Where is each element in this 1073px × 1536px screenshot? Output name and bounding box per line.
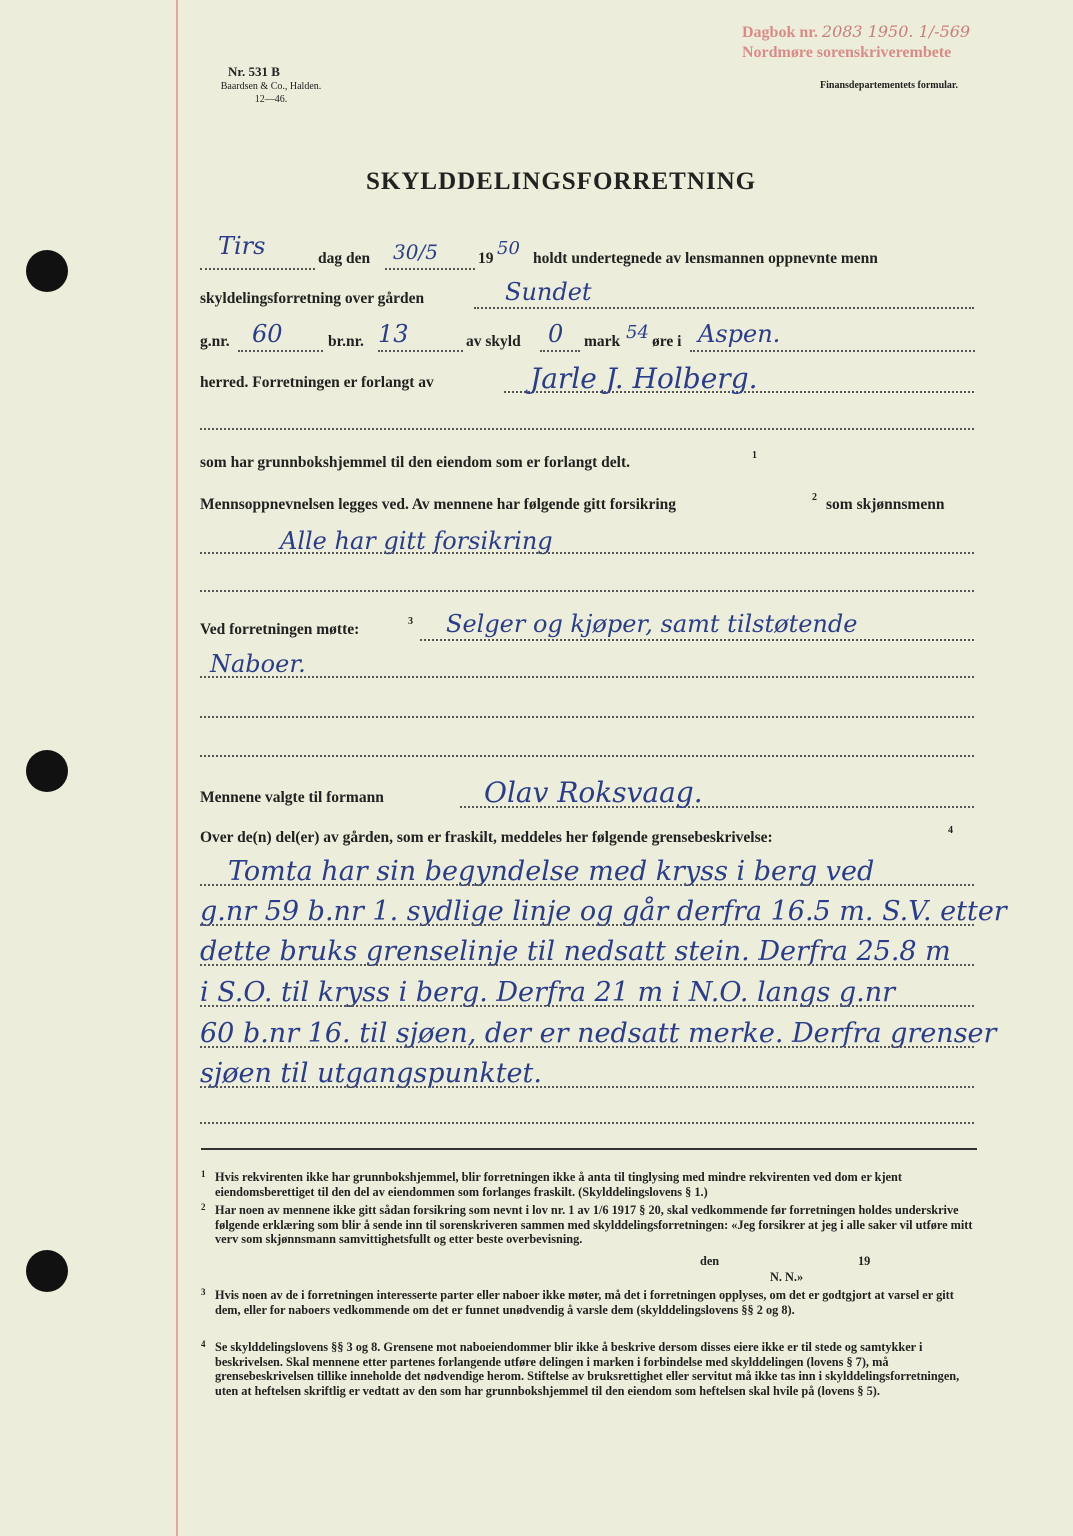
- ministry-form-label: Finansdepartementets formular.: [820, 80, 958, 91]
- hw-chairman: Olav Roksvaag.: [484, 776, 703, 809]
- footnote-ref: 3: [408, 616, 413, 627]
- hw-brnr: 13: [378, 320, 409, 348]
- form-text: holdt undertegnede av lensmannen oppnevnte menn: [533, 250, 878, 267]
- hw-boundary-line: 60 b.nr 16. til sjøen, der er nedsatt merke. Derfra grenser: [200, 1018, 997, 1049]
- form-text: 19: [478, 250, 494, 267]
- hw-day: Tirs: [218, 232, 266, 260]
- punch-hole: [26, 1250, 68, 1292]
- form-text: herred. Forretningen er forlangt av: [200, 374, 434, 391]
- footnote-signature: N. N.»: [770, 1270, 804, 1284]
- form-text: Mennene valgte til formann: [200, 789, 384, 806]
- footnote-number: 3: [201, 1287, 206, 1297]
- hw-boundary-line: g.nr 59 b.nr 1. sydlige linje og går derfra 16.5 m. S.V. etter: [200, 896, 1007, 927]
- punch-hole: [26, 750, 68, 792]
- footnote-4: [201, 1340, 979, 1398]
- hw-boundary-line: Tomta har sin begyndelse med kryss i berg ved: [228, 856, 875, 887]
- footnote-text: Har noen av mennene ikke gitt sådan forsikring som nevnt i lov nr. 1 av 1/6 1917 § 20, skal vedkommende før forretningen holdes underskrive følgende erklæring som blir å sende inn til sorenskriveren sammen med skylddelingsforretningen: «Jeg forsikrer at jeg i alle saker vil utføre mitt verv som skjønnsmann samvittighetsfullt og etter beste overbevisning.: [215, 1203, 973, 1247]
- punch-hole: [26, 250, 68, 292]
- hw-gnr: 60: [252, 320, 283, 348]
- hw-attendees: Selger og kjøper, samt tilstøtende: [446, 610, 858, 638]
- footnote-ref: 2: [812, 492, 817, 503]
- footnote-text: Hvis rekvirenten ikke har grunnbokshjemmel, blir forretningen ikke å anta til tinglysing med mindre rekvirenten ved dom er kjent eiendomsberettiget til den del av eiendommen som forlanges fraskilt. (Skylddelingslovens § 1.): [215, 1170, 902, 1199]
- form-text: som skjønnsmenn: [826, 496, 945, 513]
- hw-farm: Sundet: [505, 278, 592, 306]
- hw-boundary-line: sjøen til utgangspunktet.: [200, 1058, 542, 1089]
- printer-line: Baardsen & Co., Halden.: [220, 81, 322, 92]
- registry-stamp: [742, 22, 970, 63]
- hw-attendees-cont: Naboer.: [210, 650, 306, 678]
- form-text: br.nr.: [328, 333, 364, 350]
- stamp-office: Nordmøre sorenskriverembete: [742, 44, 952, 61]
- footnote-2: [201, 1203, 979, 1247]
- hw-ore: 54: [626, 322, 649, 343]
- hw-herred: Aspen.: [698, 320, 781, 348]
- footnote-1: [201, 1170, 979, 1199]
- footnote-number: 2: [201, 1202, 206, 1212]
- footnote-year: 19: [858, 1254, 871, 1268]
- footnote-separator: [201, 1148, 977, 1150]
- hw-mark: 0: [548, 320, 564, 348]
- footnote-den: den: [700, 1254, 720, 1268]
- page-title: SKYLDDELINGSFORRETNING: [366, 168, 757, 195]
- hw-requester: Jarle J. Holberg.: [530, 362, 758, 395]
- printer-info: [201, 80, 341, 106]
- form-text: av skyld: [466, 333, 521, 350]
- footnote-ref: 1: [752, 450, 757, 461]
- stamp-label: Dagbok nr.: [742, 24, 818, 41]
- form-text: mark: [584, 333, 621, 350]
- footnote-number: 4: [201, 1339, 206, 1349]
- footnote-text: Se skylddelingslovens §§ 3 og 8. Grensene mot naboeiendommer blir ikke å beskrive dersom disses eiere ikke er til stede og samtykker i beskrivelsen. Skal mennene etter partenes forlangende utføre delingen i marken i forbindelse med skylddelingen (lovens § 7), må grensebeskrivelsen tillike inneholde det nødvendige herom. Stiftelse av bruksrettighet eller servitut må ikke tas inn i skylddelingsforretningen, uten at heftelsen skriftlig er vedtatt av den som har grunnbokshjemmel til den eiendom som heftelsen skal hvile på (lovens § 5).: [215, 1340, 960, 1398]
- margin-line: [176, 0, 178, 1536]
- form-text: som har grunnbokshjemmel til den eiendom som er forlangt delt.: [200, 454, 630, 471]
- printer-line: 12—46.: [254, 94, 288, 105]
- form-text: g.nr.: [200, 333, 230, 350]
- hw-year: 50: [497, 238, 520, 259]
- form-number: Nr. 531 B: [228, 64, 280, 79]
- hw-boundary-line: dette bruks grenselinje til nedsatt stein. Derfra 25.8 m: [200, 936, 951, 967]
- hw-assurance: Alle har gitt forsikring: [280, 527, 553, 555]
- hw-date: 30/5: [393, 240, 438, 264]
- form-text: øre i: [652, 333, 682, 350]
- form-text: dag den: [318, 250, 371, 267]
- stamp-number: 2083 1950. 1/-569: [821, 22, 971, 41]
- footnote-text: Hvis noen av de i forretningen interesserte parter eller naboer ikke møter, må det i forretningen opplyses, om det er godtgjort at varsel er gitt dem, eller for naboers vedkommende om det er funnet unødvendig å varsle dem (skylddelingslovens §§ 2 og 8).: [215, 1288, 954, 1317]
- footnote-number: 1: [201, 1169, 206, 1179]
- form-text: Over de(n) del(er) av gården, som er fraskilt, meddeles her følgende grensebeskrivelse:: [200, 829, 773, 846]
- form-text: Ved forretningen møtte:: [200, 621, 360, 638]
- footnote-3: [201, 1288, 979, 1317]
- footnote-ref: 4: [948, 825, 953, 836]
- form-text: Mennsoppnevnelsen legges ved. Av mennene har følgende gitt forsikring: [200, 496, 677, 513]
- form-text: skyldelingsforretning over gården: [200, 290, 425, 307]
- hw-boundary-line: i S.O. til kryss i berg. Derfra 21 m i N.O. langs g.nr: [200, 977, 896, 1008]
